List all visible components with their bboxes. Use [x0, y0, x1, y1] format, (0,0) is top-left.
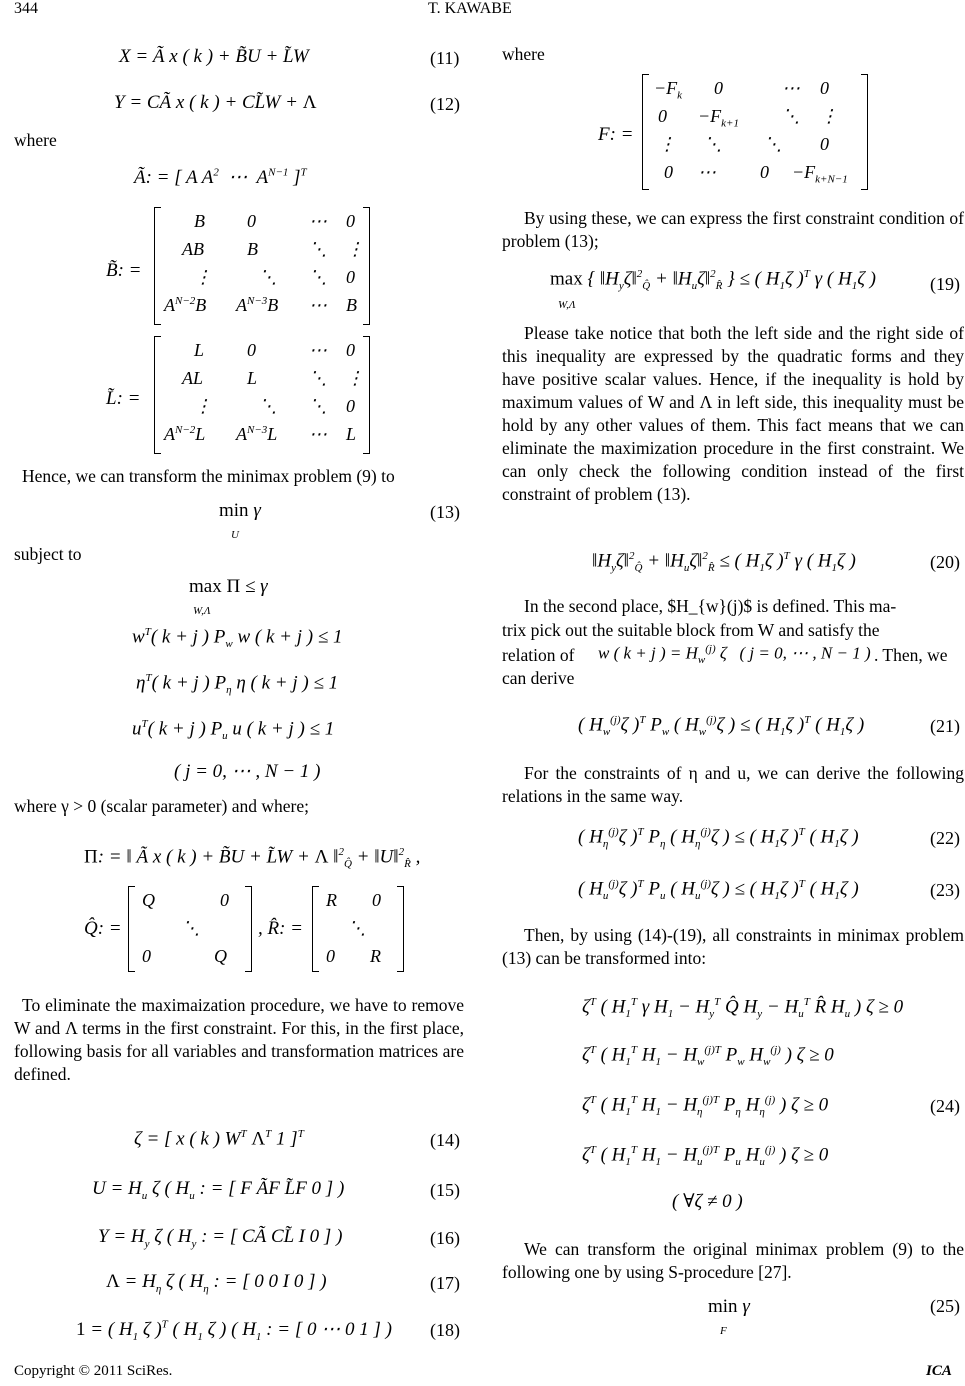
- second-paragraph-line-1: In the second place, $H_{w}(j)$ is defined. This ma-: [524, 596, 897, 616]
- equation-25-number: (25): [930, 1296, 960, 1316]
- equation-19: max { $‖H_y\zeta‖^2_{Q̂}$ + $‖H_u\zeta‖^2_{R̂}$ } ≤ ( $H_1\zeta$ )$^T$ γ ( $H_1\zeta$ ) W,Λ: [550, 268, 876, 312]
- l-tilde-label: L̃: =: [106, 388, 141, 409]
- equation-13-number: (13): [430, 502, 460, 522]
- a-tilde-definition: Ã: = [ A $A^2$ ⋯ $A^{N-1}$ ]$^T$: [134, 166, 307, 188]
- r-hat-matrix: R 0 ⋱ 0 R: [312, 886, 404, 972]
- b-tilde-label: B̃: =: [106, 260, 142, 281]
- q-hat-matrix: Q 0 ⋱ 0 Q: [128, 886, 252, 972]
- equation-22-number: (22): [930, 828, 960, 848]
- r-hat-label: , R̂: =: [258, 918, 304, 939]
- equation-24-line-3: $\zeta^T$ ( $H_1^T$ $H_1 - H_\eta^{(j)T}$ $P_\eta$ $H_\eta^{(j)}$ ) ζ ≥ 0: [582, 1094, 829, 1119]
- equation-16-number: (16): [430, 1228, 460, 1248]
- equation-21: ( $H_w^{(j)}\zeta$ )$^T$ $P_w$ ( $H_w^{(j)}\zeta$ ) ≤ ( $H_1\zeta$ )$^T$ ( $H_1\zeta$ ): [578, 714, 865, 739]
- constraints-paragraph: For the constraints of η and u, we can derive the following relations in the same way.: [502, 763, 964, 806]
- constraint-eta: $\eta^T$( k + j ) $P_\eta$ η ( k + j ) ≤ 1: [136, 672, 339, 697]
- equation-12-number: (12): [430, 94, 460, 114]
- equation-17: $\Lambda = H_\eta$ ζ ( $H_\eta$ : = [ 0 0 I 0 ] ): [106, 1271, 327, 1295]
- equation-15-number: (15): [430, 1180, 460, 1200]
- running-author: T. KAWABE: [428, 0, 512, 17]
- equation-14: ζ = [ x ( k ) $W^T$ $\Lambda^T$ 1 ]$^T$: [134, 1128, 304, 1150]
- notice-paragraph: Please take notice that both the left side and the right side of this inequality are expressed by the quadratic forms and they have positive scalar values. Hence, if the inequality is hold by maximum values of W and Λ in left side, this inequality must be hold by any other values of them. This fact means that we can eliminate the maximization procedure in the first constraint. We can only check the following condition instead of the first constraint of problem (13).: [502, 323, 964, 504]
- b-tilde-matrix: B 0 ⋯ 0 AB B ⋱ ⋮ ⋮ ⋱ ⋱ 0 $A^{N-2}B$ $A^{N-3}B$ ⋯ B: [154, 207, 370, 325]
- equation-25: min γ F: [708, 1296, 750, 1337]
- equation-15: $U = H_u$ ζ ( $H_u$ : = [ F ÃF L̃F 0 ] ): [92, 1178, 345, 1202]
- sprocedure-paragraph: We can transform the original minimax problem (9) to the following one by using S-procedure [27].: [502, 1239, 964, 1282]
- equation-12: Y = CÃ x ( k ) + CL̃W + Λ: [114, 92, 317, 113]
- f-label: F: =: [598, 124, 634, 145]
- equation-18-number: (18): [430, 1320, 460, 1340]
- equation-22: ( $H_\eta^{(j)}\zeta$ )$^T$ $P_\eta$ ( $H_\eta^{(j)}\zeta$ ) ≤ ( $H_1\zeta$ )$^T$ ( $H_1\zeta$ ): [578, 826, 859, 851]
- relation-w-hw: w ( k + j ) = $H_w^{(j)}$ ζ ( j = 0, ⋯ , N − 1 ): [598, 643, 871, 667]
- subject-to-label: subject to: [14, 544, 82, 564]
- second-paragraph-line-4: can derive: [502, 668, 575, 688]
- equation-23: ( $H_u^{(j)}\zeta$ )$^T$ $P_u$ ( $H_u^{(j)}\zeta$ ) ≤ ( $H_1\zeta$ )$^T$ ( $H_1\zeta$ ): [578, 878, 859, 903]
- equation-17-number: (17): [430, 1273, 460, 1293]
- second-paragraph-line-3b: . Then, we: [874, 645, 948, 665]
- equation-24-condition: ( ∀ζ ≠ 0 ): [672, 1191, 743, 1212]
- equation-16: $Y = H_y$ ζ ( $H_y$ : = [ CÃ CL̃ I 0 ] ): [98, 1226, 343, 1250]
- equation-20: $‖H_y\zeta‖^2_{Q̂}$ + $‖H_u\zeta‖^2_{R̂}$ ≤ ( $H_1\zeta$ )$^T$ γ ( $H_1\zeta$ ): [592, 550, 856, 575]
- footer-copyright: Copyright © 2011 SciRes.: [14, 1363, 173, 1379]
- f-matrix: $-F_k$ 0 ⋯ 0 0 $-F_{k+1}$ ⋱ ⋮ ⋮ ⋱ ⋱ 0 0 ⋯ 0 $-F_{k+N-1}$: [642, 74, 868, 190]
- q-hat-label: Q̂: =: [84, 918, 122, 939]
- hence-paragraph: Hence, we can transform the minimax problem (9) to: [22, 466, 395, 486]
- eliminate-paragraph: To eliminate the maximaization procedure, we have to remove W and Λ terms in the first constraint. For this, in the first place, following basis for all variables and transformation matrices are defined.: [14, 995, 464, 1084]
- equation-13: min γ U: [219, 500, 261, 541]
- equation-20-number: (20): [930, 552, 960, 572]
- footer-journal: ICA: [926, 1363, 952, 1379]
- equation-24-line-1: $\zeta^T$ ( $H_1^T$ γ $H_1 - H_y^T$ Q̂ $H_y - H_u^T$ R̂ $H_u$ ) ζ ≥ 0: [582, 996, 904, 1021]
- where-label-2: where: [502, 44, 545, 64]
- equation-24-number: (24): [930, 1096, 960, 1116]
- l-tilde-matrix: L 0 ⋯ 0 AL L ⋱ ⋮ ⋮ ⋱ ⋱ 0 $A^{N-2}L$ $A^{N-3}L$ ⋯ L: [154, 336, 370, 454]
- equation-11: X = Ã x ( k ) + B̃U + L̃W: [119, 46, 309, 67]
- pi-definition: Π: = ‖ Ã x ( k ) + B̃U + L̃W + Λ ‖$^2_{Q̂}$ + ‖U‖$^2_{R̂}$ ,: [84, 846, 421, 871]
- equation-21-number: (21): [930, 716, 960, 736]
- equation-24-line-2: $\zeta^T$ ( $H_1^T$ $H_1 - H_w^{(j)T}$ $P_w$ $H_w^{(j)}$ ) ζ ≥ 0: [582, 1044, 834, 1069]
- second-paragraph-line-3a: relation of: [502, 645, 575, 665]
- using-paragraph: By using these, we can express the first constraint condition of problem (13);: [502, 208, 964, 251]
- where-label-1: where: [14, 130, 57, 150]
- constraint-w: $w^T$( k + j ) $P_w$ w ( k + j ) ≤ 1: [132, 626, 343, 651]
- equation-14-number: (14): [430, 1130, 460, 1150]
- then-paragraph: Then, by using (14)-(19), all constraints in minimax problem (13) can be transformed into:: [502, 925, 964, 968]
- equation-11-number: (11): [430, 48, 460, 68]
- second-paragraph-line-2: trix pick out the suitable block from W and satisfy the: [502, 620, 880, 640]
- where-gamma-paragraph: where γ > 0 (scalar parameter) and where;: [14, 796, 310, 816]
- equation-18: 1 = ( $H_1$ ζ )$^T$ ( $H_1$ ζ ) ( $H_1$ : = [ 0 ⋯ 0 1 ] ): [76, 1318, 392, 1343]
- equation-23-number: (23): [930, 880, 960, 900]
- constraint-u: $u^T$( k + j ) $P_u$ u ( k + j ) ≤ 1: [132, 718, 335, 743]
- page-number: 344: [14, 0, 38, 17]
- equation-19-number: (19): [930, 274, 960, 294]
- constraint-max: max Π ≤ γ W,Λ: [189, 576, 268, 617]
- equation-24-line-4: $\zeta^T$ ( $H_1^T$ $H_1 - H_u^{(j)T}$ $P_u$ $H_u^{(j)}$ ) ζ ≥ 0: [582, 1144, 829, 1169]
- constraint-index: ( j = 0, ⋯ , N − 1 ): [174, 761, 321, 782]
